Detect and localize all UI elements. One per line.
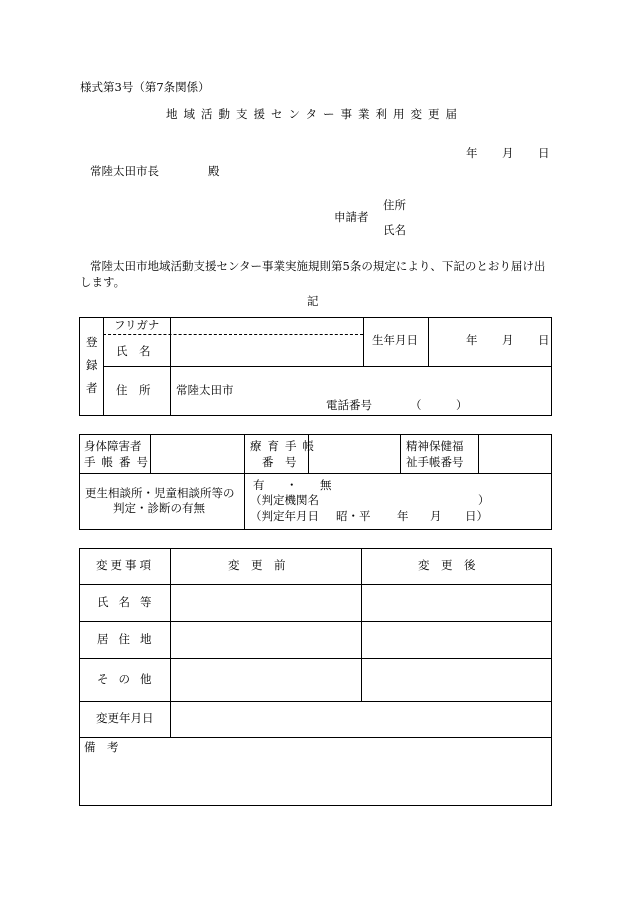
applicant-name-label: 氏名 xyxy=(383,223,406,237)
address-label: 住 所 xyxy=(116,383,151,397)
registrant-side-1: 登 xyxy=(86,335,98,349)
rehab-cert-label-2: 番 号 xyxy=(262,455,297,469)
body-line-2: します。 xyxy=(80,275,126,289)
agency-label: （判定機関名 xyxy=(250,493,319,507)
consult-label-1: 更生相談所・児童相談所等の xyxy=(85,486,235,500)
applicant-label: 申請者 xyxy=(334,210,369,224)
date-year-label: 年 xyxy=(466,146,478,160)
ki-mark: 記 xyxy=(307,294,319,308)
option-separator: ・ xyxy=(286,478,298,492)
judged-year-label: 年 xyxy=(397,509,409,523)
registrant-side-3: 者 xyxy=(86,381,98,395)
row-name-label: 氏名等 xyxy=(97,595,162,609)
addressee: 常陸太田市長 xyxy=(90,164,159,178)
remarks-label: 備 考 xyxy=(84,740,119,754)
furigana-label: フリガナ xyxy=(114,318,160,332)
has-option: 有 xyxy=(253,478,265,492)
form-number: 様式第3号（第7条関係） xyxy=(80,80,210,94)
col-after: 変 更 後 xyxy=(418,558,476,572)
col-before: 変 更 前 xyxy=(228,558,286,572)
phone-parens: （ ） xyxy=(410,398,468,412)
body-line-1: 常陸太田市地域活動支援センター事業実施規則第5条の規定により、下記のとおり届け出 xyxy=(90,259,546,273)
era-label: 昭・平 xyxy=(336,509,371,523)
phone-label: 電話番号 xyxy=(326,398,372,412)
judged-date-label: （判定年月日 xyxy=(250,509,319,523)
address-value: 常陸太田市 xyxy=(176,383,234,397)
birth-month-label: 月 xyxy=(502,333,514,347)
mental-cert-label-1: 精神保健福 xyxy=(406,439,464,453)
none-option: 無 xyxy=(320,478,332,492)
mental-cert-label-2: 祉手帳番号 xyxy=(406,455,464,469)
registrant-side-2: 録 xyxy=(86,358,98,372)
physical-cert-label-2: 手帳番号 xyxy=(84,455,154,469)
honorific: 殿 xyxy=(208,164,220,178)
col-change-item: 変更事項 xyxy=(96,558,154,572)
agency-close: ） xyxy=(478,493,490,507)
physical-cert-label-1: 身体障害者 xyxy=(84,439,142,453)
birth-label: 生年月日 xyxy=(372,333,418,347)
name-label: 氏 名 xyxy=(116,344,151,358)
date-day-label: 日 xyxy=(538,146,550,160)
date-month-label: 月 xyxy=(502,146,514,160)
form-title: 地域活動支援センター事業利用変更届 xyxy=(166,107,464,121)
birth-day-label: 日 xyxy=(538,333,550,347)
row-residence-label: 居住地 xyxy=(97,632,162,646)
consult-label-2: 判定・診断の有無 xyxy=(113,501,205,515)
judged-day-label: 日） xyxy=(465,509,488,523)
rehab-cert-label-1: 療育手帳 xyxy=(250,439,320,453)
birth-year-label: 年 xyxy=(466,333,478,347)
change-date-label: 変更年月日 xyxy=(96,711,154,725)
judged-month-label: 月 xyxy=(430,509,442,523)
row-other-label: その他 xyxy=(97,672,162,686)
applicant-address-label: 住所 xyxy=(383,198,406,212)
